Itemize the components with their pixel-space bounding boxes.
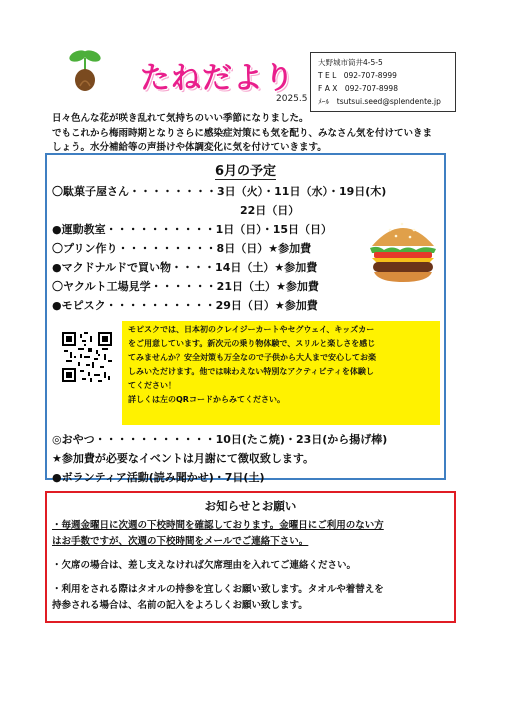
info-line: てください！	[128, 381, 176, 390]
notice-title: お知らせとお願い	[204, 499, 297, 513]
mopisuku-info	[122, 321, 440, 425]
fee-note: ★参加費が必要なイベントは月謝にて徴収致します。	[52, 452, 314, 465]
schedule-item: 〇プリン作り・・・・・・・・・8日（日）★参加費	[52, 242, 312, 255]
intro-text	[52, 112, 472, 156]
info-line: モピスクでは、日本初のクレイジーカートやセグウェイ、キッズカー	[128, 325, 375, 334]
schedule-item: 22日（日）	[240, 204, 300, 217]
notice-paragraph	[52, 518, 452, 550]
newsletter-title: たねだより	[140, 61, 295, 96]
volunteer-item: ●ボランティア活動(読み聞かせ)・7日(土)	[52, 471, 265, 484]
contact-fax: F A X 092-707-8998	[318, 84, 398, 93]
notice-paragraph	[52, 558, 452, 574]
notice-line: はお手数ですが、次週の下校時間をメールでご連絡下さい。	[52, 536, 309, 547]
issue-date: 2025.5	[276, 94, 308, 104]
seedling-icon	[68, 46, 102, 92]
hamburger-icon	[366, 212, 440, 286]
info-line: 詳しくは左のQRコードからみてください。	[128, 395, 285, 404]
info-line: てみませんか？安全対策も万全なので子供から大人まで安心してお楽	[128, 353, 376, 362]
contact-address: 大野城市筒井4-5-5	[318, 58, 383, 67]
notice-line: 持参される場合は、名前の記入をよろしくお願い致します。	[52, 600, 308, 611]
contact-box	[310, 52, 456, 112]
schedule-item: ●マクドナルドで買い物・・・・14日（土）★参加費	[52, 261, 318, 274]
schedule-item: 〇駄菓子屋さん・・・・・・・・3日（火）・11日（水）・19日(木)	[52, 185, 387, 198]
notice-line: ・毎週金曜日に次週の下校時間を確認しております。金曜日にご利用のない方	[52, 520, 384, 531]
notice-paragraph	[52, 582, 452, 614]
notice-line: ・利用をされる際はタオルの持参を宜しくお願い致します。タオルや着替えを	[52, 584, 384, 595]
schedule-item: ●運動教室・・・・・・・・・・1日（日）・15日（日）	[52, 223, 333, 236]
intro-line: 日々色んな花が咲き乱れて気持ちのいい季節になりました。	[52, 113, 309, 124]
snack-item: ◎おやつ・・・・・・・・・・・10日(たこ焼)・23日(から揚げ棒)	[52, 433, 388, 446]
qr-code-icon[interactable]	[62, 332, 112, 382]
contact-mail: ﾒｰﾙ tsutsui.seed@splendente.jp	[318, 97, 441, 106]
contact-tel: T E L 092-707-8999	[318, 71, 397, 80]
schedule-item: ●モピスク・・・・・・・・・・29日（日）★参加費	[52, 299, 318, 312]
info-line: をご用意しています。新次元の乗り物体験で、スリルと楽しさを感じ	[128, 339, 376, 348]
intro-line: しょう。水分補給等の声掛けや体調変化に気を付けていきます。	[52, 142, 327, 153]
schedule-title: 6月の予定	[214, 164, 277, 179]
intro-line: でもこれから梅雨時期となりさらに感染症対策にも気を配り、みなさん気を付けていきま	[52, 127, 433, 139]
notice-line: ・欠席の場合は、差し支えなければ欠席理由を入れてご連絡ください。	[52, 560, 357, 571]
info-line: しみいただけます。他では味わえない特別なアクティビティを体験し	[128, 367, 374, 376]
schedule-item: 〇ヤクルト工場見学・・・・・・21日（土）★参加費	[52, 280, 319, 293]
